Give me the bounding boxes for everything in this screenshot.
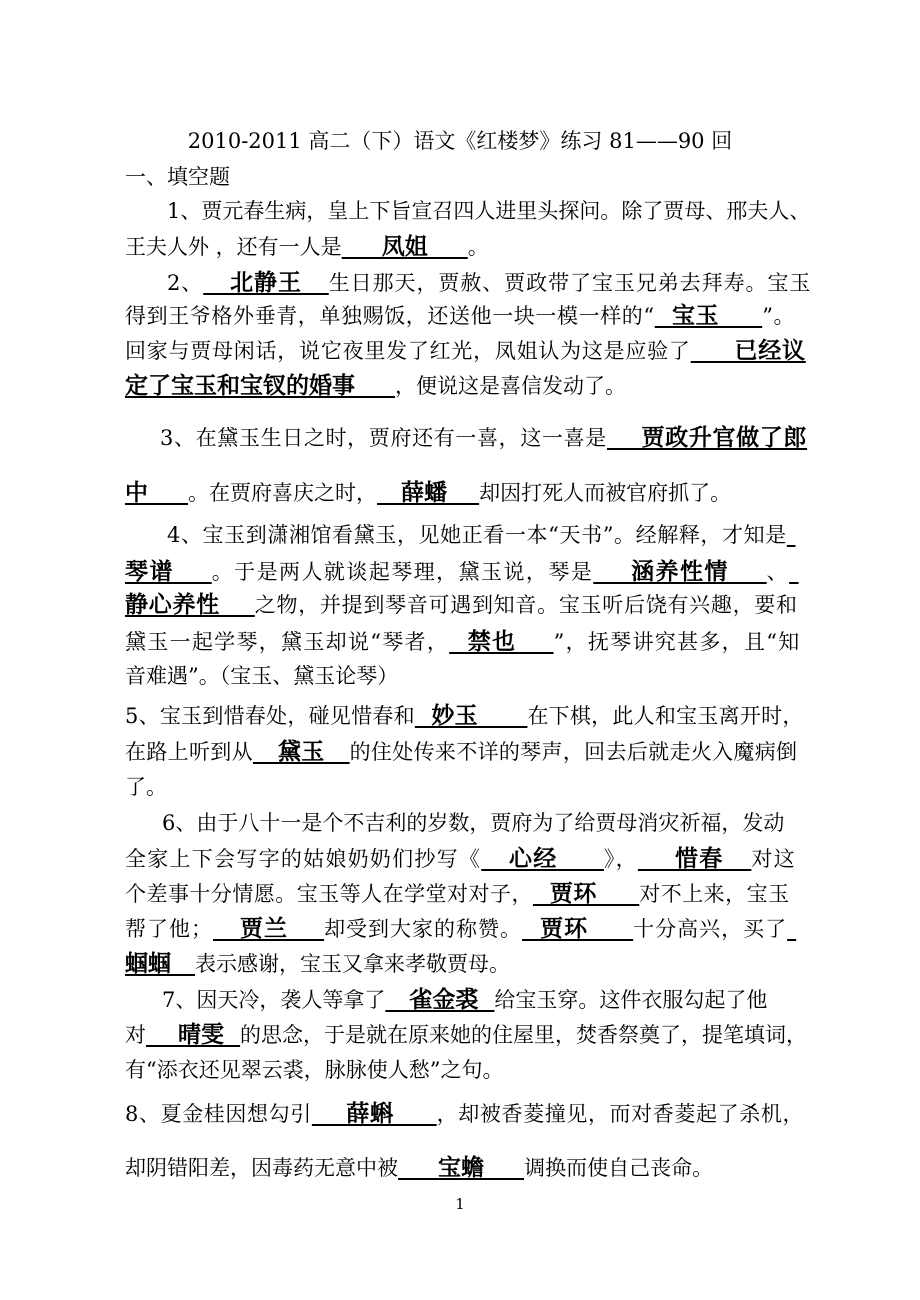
text-segment: ，便说这是喜信发动了。 [395,374,627,398]
text-line [125,915,796,943]
text-segment: 有“添衣还见翠云裘，脉脉使人愁”之句。 [125,1058,504,1082]
text-segment: 1、贾元春生病，皇上下旨宣召四人进里头探问。除了贾母、邢夫人、 [167,199,811,223]
text-line [125,702,804,730]
text-segment: ，却被香菱撞见，而对香菱起了杀机， [436,1102,805,1126]
answer-blank [789,559,798,585]
text-segment: 了。 [125,775,167,799]
answer-blank: 晴雯 [146,1022,241,1048]
answer-blank: 雀金裘 [385,987,495,1013]
text-segment: 6、由于八十一是个不吉利的岁数，贾府为了给贾母消灾祈福，发动 [162,811,785,835]
text-segment: 3、在黛玉生日之时，贾府还有一喜，这一喜是 [160,426,607,450]
answer-blank: 贾兰 [213,916,325,942]
text-segment: 全家上下会写字的姑娘奶奶们抄写《 [125,847,482,871]
page-number: 1 [455,1195,465,1213]
text-segment: 十分高兴，买了 [633,917,788,941]
answer-blank: 惜春 [637,846,752,872]
text-line [125,558,799,586]
text-line [125,662,398,690]
text-line [125,479,731,507]
text-line [162,986,767,1014]
answer-blank: 中 [125,480,189,506]
answer-blank [787,916,796,942]
text-segment: 对不上来，宝玉 [639,882,790,906]
text-segment: 个差事十分情愿。宝玉等人在学堂对对子， [125,882,533,906]
text-line [125,880,790,908]
text-segment: 。 [467,235,489,259]
text-segment: 在下棋，此人和宝玉离开时， [527,704,804,728]
answer-blank: 妙玉 [414,703,528,729]
answer-blank: 北静王 [203,270,329,296]
text-segment: 给宝玉穿。这件衣服勾起了他 [494,988,768,1012]
text-segment: 之物，并提到琴音可遇到知音。宝玉听后饶有兴趣，要和 [254,593,798,617]
text-segment: 。在贾府喜庆之时， [188,481,378,505]
answer-blank: 贾环 [532,881,640,907]
text-segment: 黛玉一起学琴，黛玉却说“琴者， [125,630,450,654]
text-line [125,372,626,400]
answer-blank: 定了宝玉和宝钗的婚事 [125,373,396,399]
section-heading: 一、填空题 [125,165,230,189]
text-line [125,845,796,873]
text-segment: 生日那天，贾赦、贾政带了宝玉兄弟去拜寿。宝玉 [328,271,812,295]
text-line [125,1056,503,1084]
text-segment: 2、 [167,271,204,295]
page-title: 2010-2011 高二（下）语文《红楼梦》练习 81——90 回 [187,129,733,153]
answer-blank [787,522,796,548]
text-line [125,1021,807,1049]
answer-blank: 心经 [481,846,604,872]
text-line [125,337,806,365]
text-line [125,233,489,261]
text-segment: 4、宝玉到潇湘馆看黛玉，见她正看一本“天书”。经解释，才知是 [167,523,787,547]
answer-blank: 薛蝌 [311,1101,437,1127]
text-line [125,738,797,766]
text-segment: 帮了他； [125,917,213,941]
answer-blank: 黛玉 [252,739,350,765]
text-segment: ”。 [762,304,796,328]
text-segment: 5、宝玉到惜春处，碰见惜春和 [125,704,415,728]
answer-blank: 琴谱 [125,559,212,585]
text-segment: 王夫人外 ，还有一人是 [125,235,342,259]
text-line [162,809,784,837]
text-line [125,950,510,978]
text-segment: 的思念，于是就在原来她的住屋里，焚香祭奠了，提笔填词， [240,1023,808,1047]
text-segment: 音难遇”。（宝玉、黛玉论琴） [125,664,399,688]
text-segment: 》， [603,847,638,871]
text-segment: 在路上听到从 [125,740,253,764]
answer-blank: 宝玉 [654,303,763,329]
text-segment: 8、夏金桂因想勾引 [125,1102,312,1126]
text-line [167,197,810,225]
text-line [125,1100,804,1128]
text-segment: 。于是两人就谈起琴理，黛玉说，琴是 [211,560,594,584]
text-segment: 却受到大家的称赞。 [324,917,523,941]
answer-blank: 薛蟠 [377,480,480,506]
text-line [167,269,811,297]
text-segment: 对 [125,1023,146,1047]
text-line [125,302,795,330]
answer-blank: 贾环 [522,916,634,942]
answer-blank: 禁也 [449,629,554,655]
text-segment: 却因打死人而被官府抓了。 [479,481,732,505]
text-segment: 、 [766,560,790,584]
text-line [125,1154,713,1182]
answer-blank: 贾政升官做了郎 [606,425,808,451]
text-segment: 的住处传来不详的琴声，回去后就走火入魔病倒 [349,740,798,764]
answer-blank: 涵养性情 [593,559,767,585]
text-line [167,521,795,549]
text-segment: 表示感谢，宝玉又拿来孝敬贾母。 [195,952,511,976]
text-segment: 调换而使自己丧命。 [524,1156,714,1180]
answer-blank: 宝蟾 [398,1155,525,1181]
text-line [125,628,801,656]
text-segment: 回家与贾母闲话，说它夜里发了红光，凤姐认为这是应验了 [125,339,691,363]
answer-blank: 蝈蝈 [125,951,196,977]
answer-blank: 凤姐 [341,234,468,260]
text-line [125,773,167,801]
answer-blank: 静心养性 [125,592,255,618]
text-segment: ”，抚琴讲究甚多，且“知 [553,630,801,654]
text-segment: 对这 [751,847,796,871]
text-segment: 得到王爷格外垂青，单独赐饭，还送他一块一模一样的“ [125,304,655,328]
answer-blank: 已经议 [690,338,806,364]
text-segment: 7、因天冷，袭人等拿了 [162,988,386,1012]
text-segment: 却阴错阳差，因毒药无意中被 [125,1156,398,1180]
text-line [160,424,807,452]
text-line [125,591,798,619]
